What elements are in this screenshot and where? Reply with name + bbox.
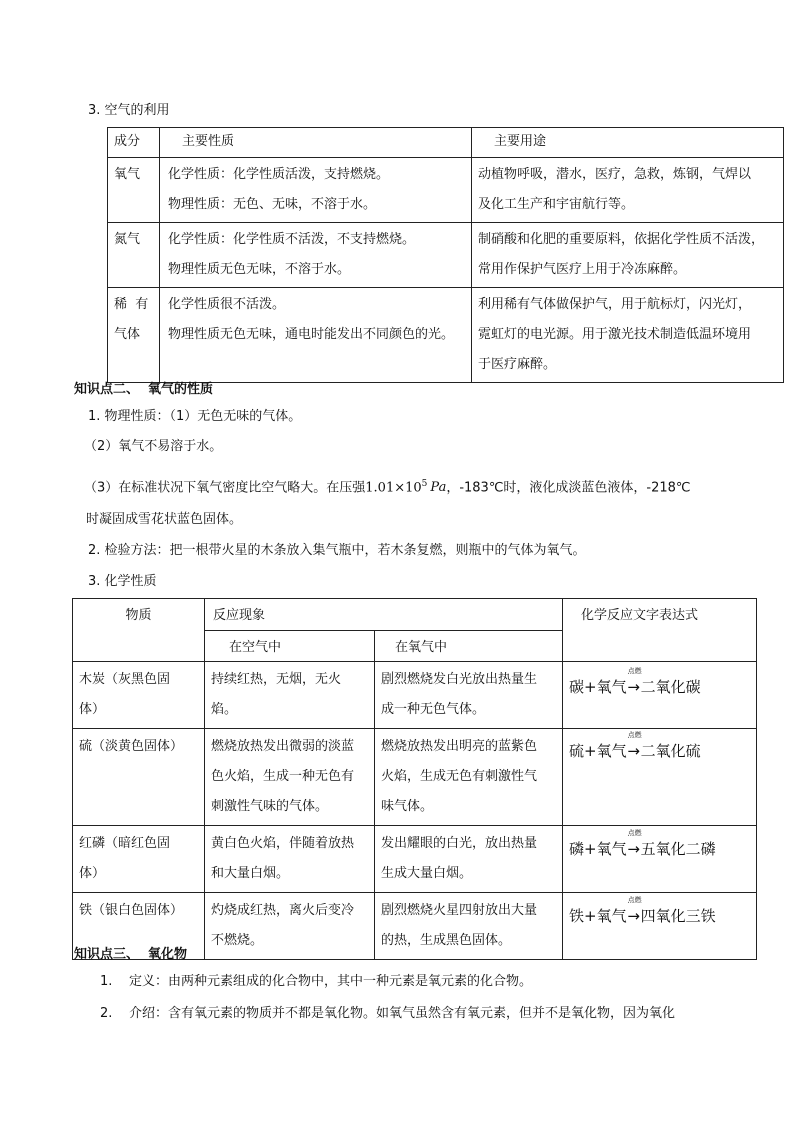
property-line: 物理性质：无色、无味，不溶于水。 (168, 197, 377, 212)
arrow-glyph: → (627, 742, 640, 760)
property-line: 化学性质：化学性质不活泼，不支持燃烧。 (168, 232, 416, 247)
plus-sign: + (584, 907, 597, 925)
table-row (108, 158, 784, 223)
reactant: 碳 (569, 678, 585, 696)
oxygen-phenomenon-line: 味气体。 (381, 799, 434, 814)
oxygen-phenomenon-line: 成一种无色气体。 (381, 702, 486, 717)
air-phenomenon-line: 灼烧成红热，离火后变冷 (211, 903, 355, 918)
reaction-arrow (627, 896, 642, 927)
chemical-properties-table (72, 598, 757, 960)
substance-line: 木炭（灰黑色固 (79, 672, 171, 687)
reactant: 铁 (569, 907, 585, 925)
substance-line: 铁（银白色固体） (79, 903, 184, 918)
plus-sign: + (584, 678, 597, 696)
use-line: 利用稀有气体做保护气，用于航标灯，闪光灯， (478, 297, 752, 312)
section-heading-air-use: 3. 空气的利用 (88, 103, 170, 118)
physical-property-3-continued: 时凝固成雪花状蓝色固体。 (86, 512, 243, 527)
table-row (73, 662, 757, 729)
use-line: 霓虹灯的电光源。用于激光技术制造低温环境用 (478, 327, 752, 342)
oxide-intro: 介绍：含有氧元素的物质并不都是氧化物。如氧气虽然含有氧元素，但并不是氧化物，因为氧化 (129, 1006, 676, 1021)
oxide-definition: 定义：由两种元素组成的化合物中，其中一种元素是氧元素的化合物。 (129, 974, 533, 989)
oxygen-phenomenon-line: 发出耀眼的白光，放出热量 (381, 836, 538, 851)
component-name: 氧气 (114, 167, 141, 182)
substance-line: 体） (79, 702, 106, 717)
air-phenomenon-line: 刺激性气味的气体。 (211, 799, 329, 814)
physical-property-1: 1. 物理性质：（1）无色无味的气体。 (88, 409, 302, 424)
reactant: 硫 (569, 742, 585, 760)
oxygen-phenomenon-line: 火焰，生成无色有刺激性气 (381, 769, 538, 784)
oxidant: 氧气 (596, 678, 627, 696)
air-phenomenon-line: 不燃烧。 (211, 933, 264, 948)
property-line: 化学性质很不活泼。 (168, 297, 286, 312)
product: 二氧化碳 (640, 678, 701, 696)
ignition-condition: 点燃 (627, 667, 642, 675)
header-in-air: 在空气中 (205, 631, 375, 662)
use-line: 制硝酸和化肥的重要原料，依据化学性质不活泼， (478, 232, 765, 247)
air-phenomenon-line: 黄白色火焰，伴随着放热 (211, 836, 355, 851)
pressure-exponent: 5 (421, 479, 428, 489)
header-component: 成分 (108, 128, 160, 158)
oxide-definition-number: 1. (100, 974, 113, 989)
product: 二氧化硫 (640, 742, 701, 760)
table-row (73, 826, 757, 893)
chemical-properties-heading: 3. 化学性质 (88, 574, 157, 589)
oxygen-phenomenon-line: 剧烈燃烧发白光放出热量生 (381, 672, 538, 687)
oxide-intro-number: 2. (100, 1006, 113, 1021)
plus-sign: + (584, 840, 597, 858)
arrow-glyph: → (627, 907, 640, 925)
component-name: 氮气 (114, 232, 141, 247)
reaction-arrow (627, 829, 642, 860)
property-3-text-end: ，-183℃时，液化成淡蓝色液体，-218℃ (446, 480, 691, 496)
substance-line: 红磷（暗红色固 (79, 836, 171, 851)
physical-property-2: （2）氧气不易溶于水。 (84, 439, 223, 454)
oxygen-phenomenon-line: 燃烧放热发出明亮的蓝紫色 (381, 739, 538, 754)
oxygen-test-method: 2. 检验方法：把一根带火星的木条放入集气瓶中，若木条复燃，则瓶中的气体为氧气。 (88, 543, 586, 558)
air-phenomenon-line: 燃烧放热发出微弱的淡蓝 (211, 739, 355, 754)
component-name: 气体 (114, 327, 141, 342)
property-line: 化学性质：化学性质活泼，支持燃烧。 (168, 167, 390, 182)
air-phenomenon-line: 色火焰，生成一种无色有 (211, 769, 355, 784)
ignition-condition: 点燃 (627, 896, 642, 904)
ignition-condition: 点燃 (627, 731, 642, 739)
arrow-glyph: → (627, 840, 640, 858)
header-properties: 主要性质 (160, 128, 472, 158)
reaction-arrow (627, 667, 642, 698)
oxidant: 氧气 (596, 742, 627, 760)
table-row (108, 288, 784, 383)
word-equation (569, 731, 701, 762)
table-row (73, 729, 757, 826)
header-in-oxygen: 在氧气中 (375, 631, 563, 662)
oxidant: 氧气 (596, 907, 627, 925)
knowledge-point-2-title: 知识点二、 氧气的性质 (74, 382, 214, 397)
air-phenomenon-line: 焰。 (211, 702, 238, 717)
reactant: 磷 (569, 840, 585, 858)
property-line: 物理性质无色无味，通电时能发出不同颜色的光。 (168, 327, 455, 342)
table-row (108, 223, 784, 288)
air-phenomenon-line: 持续红热，无烟，无火 (211, 672, 342, 687)
header-substance: 物质 (73, 599, 205, 662)
oxygen-phenomenon-line: 剧烈燃烧火星四射放出大量 (381, 903, 538, 918)
plus-sign: + (584, 742, 597, 760)
use-line: 动植物呼吸，潜水，医疗，急救，炼钢，气焊以 (478, 167, 752, 182)
substance-line: 体） (79, 866, 106, 881)
use-line: 常用作保护气医疗上用于冷冻麻醉。 (478, 262, 687, 277)
oxygen-phenomenon-line: 生成大量白烟。 (381, 866, 473, 881)
oxygen-phenomenon-line: 的热，生成黑色固体。 (381, 933, 512, 948)
word-equation (569, 896, 716, 927)
arrow-glyph: → (627, 678, 640, 696)
header-uses: 主要用途 (472, 128, 784, 158)
physical-property-3 (84, 474, 691, 498)
product: 四氧化三铁 (640, 907, 716, 925)
use-line: 于医疗麻醉。 (478, 357, 557, 372)
header-equation: 化学反应文字表达式 (563, 599, 757, 662)
oxidant: 氧气 (596, 840, 627, 858)
knowledge-point-3-title: 知识点三、 氧化物 (74, 947, 188, 962)
ignition-condition: 点燃 (627, 829, 642, 837)
property-line: 物理性质无色无味，不溶于水。 (168, 262, 351, 277)
word-equation (569, 829, 716, 860)
reaction-arrow (627, 731, 642, 762)
substance-line: 硫（淡黄色固体） (79, 739, 184, 754)
property-3-text: （3）在标准状况下氧气密度比空气略大。在压强 (84, 480, 366, 496)
pressure-value: 1.01×10 (365, 480, 422, 496)
use-line: 及化工生产和宇宙航行等。 (478, 197, 635, 212)
air-phenomenon-line: 和大量白烟。 (211, 866, 290, 881)
pressure-unit: Pa (430, 480, 447, 496)
header-phenomenon: 反应现象 (205, 599, 563, 631)
word-equation (569, 667, 701, 698)
product: 五氧化二磷 (640, 840, 716, 858)
component-name: 稀 有 (114, 297, 149, 312)
air-usage-table (107, 127, 784, 383)
